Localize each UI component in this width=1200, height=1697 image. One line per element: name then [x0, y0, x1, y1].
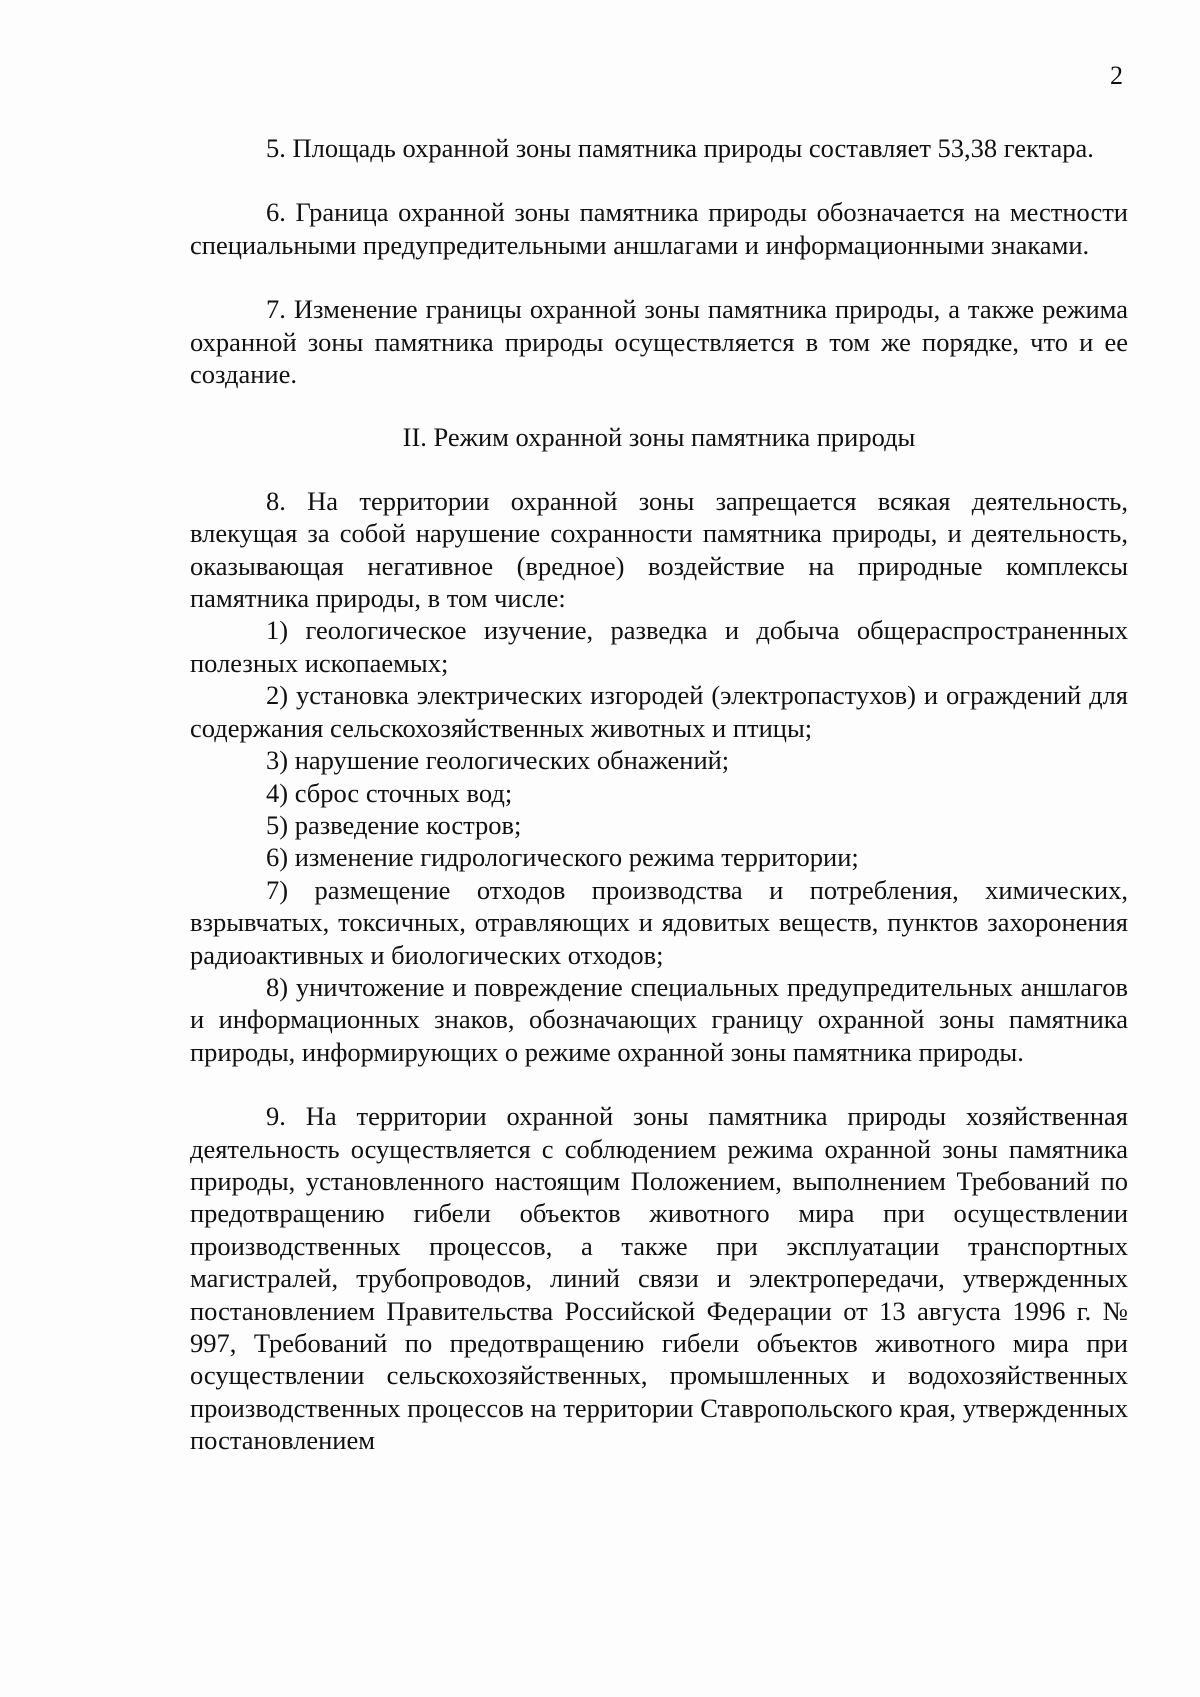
- list-item: 4) сброс сточных вод;: [266, 777, 513, 808]
- list-item: 1) геологическое изучение, разведка и добыча общераспространенных полезных ископаемых;: [190, 615, 1128, 678]
- paragraph-9: 9. На территории охранной зоны памятника природы хозяйственная деятельность осуществляется с соблюдением режима охранной зоны памятника природы, установленного настоящим Положением, выполнением Требований по предотвращению гибели объектов животного мира при осуществлении производственных процессов, а также при эксплуатации транспортных магистралей, трубопроводов, линий связи и электропередачи, утвержденных постановлением Правительства Российской Федерации от 13 августа 1996 г. № 997, Требований по предотвращению гибели объектов животного мира при осуществлении сельскохозяйственных, промышленных и водохозяйственных производственных процессов на территории Ставропольского края, утвержденных постановлением: [190, 1101, 1128, 1456]
- document-body: [190, 132, 1128, 1457]
- paragraph-5: 5. Площадь охранной зоны памятника природы составляет 53,38 гектара.: [266, 133, 1094, 163]
- list-item: 8) уничтожение и повреждение специальных предупредительных аншлагов и информационных знаков, обозначающих границу охранной зоны памятника природы, информирующих о режиме охранной зоны памятника природы.: [190, 971, 1128, 1067]
- list-item: 5) разведение костров;: [266, 809, 522, 840]
- list-item: 6) изменение гидрологического режима территории;: [266, 842, 859, 873]
- paragraph-7: 7. Изменение границы охранной зоны памятника природы, а также режима охранной зоны памятника природы осуществляется в том же порядке, что и ее создание.: [190, 294, 1128, 390]
- list-item: 2) установка электрических изгородей (электропастухов) и ограждений для содержания сельскохозяйственных животных и птицы;: [190, 680, 1128, 743]
- paragraph-6: 6. Граница охранной зоны памятника природы обозначается на местности специальными предупредительными аншлагами и информационными знаками.: [190, 197, 1128, 260]
- list-item: 3) нарушение геологических обнажений;: [266, 745, 730, 776]
- section-heading: II. Режим охранной зоны памятника природы: [402, 422, 916, 453]
- page-number: 2: [1110, 61, 1123, 90]
- list-item: 7) размещение отходов производства и потребления, химических, взрывчатых, токсичных, отравляющих и ядовитых веществ, пунктов захоронения радиоактивных и биологических отходов;: [190, 874, 1128, 970]
- paragraph-8-intro: 8. На территории охранной зоны запрещается всякая деятельность, влекущая за собой нарушение сохранности памятника природы, и деятельность, оказывающая негативное (вредное) воздействие на природные комплексы памятника природы, в том числе:: [190, 485, 1128, 614]
